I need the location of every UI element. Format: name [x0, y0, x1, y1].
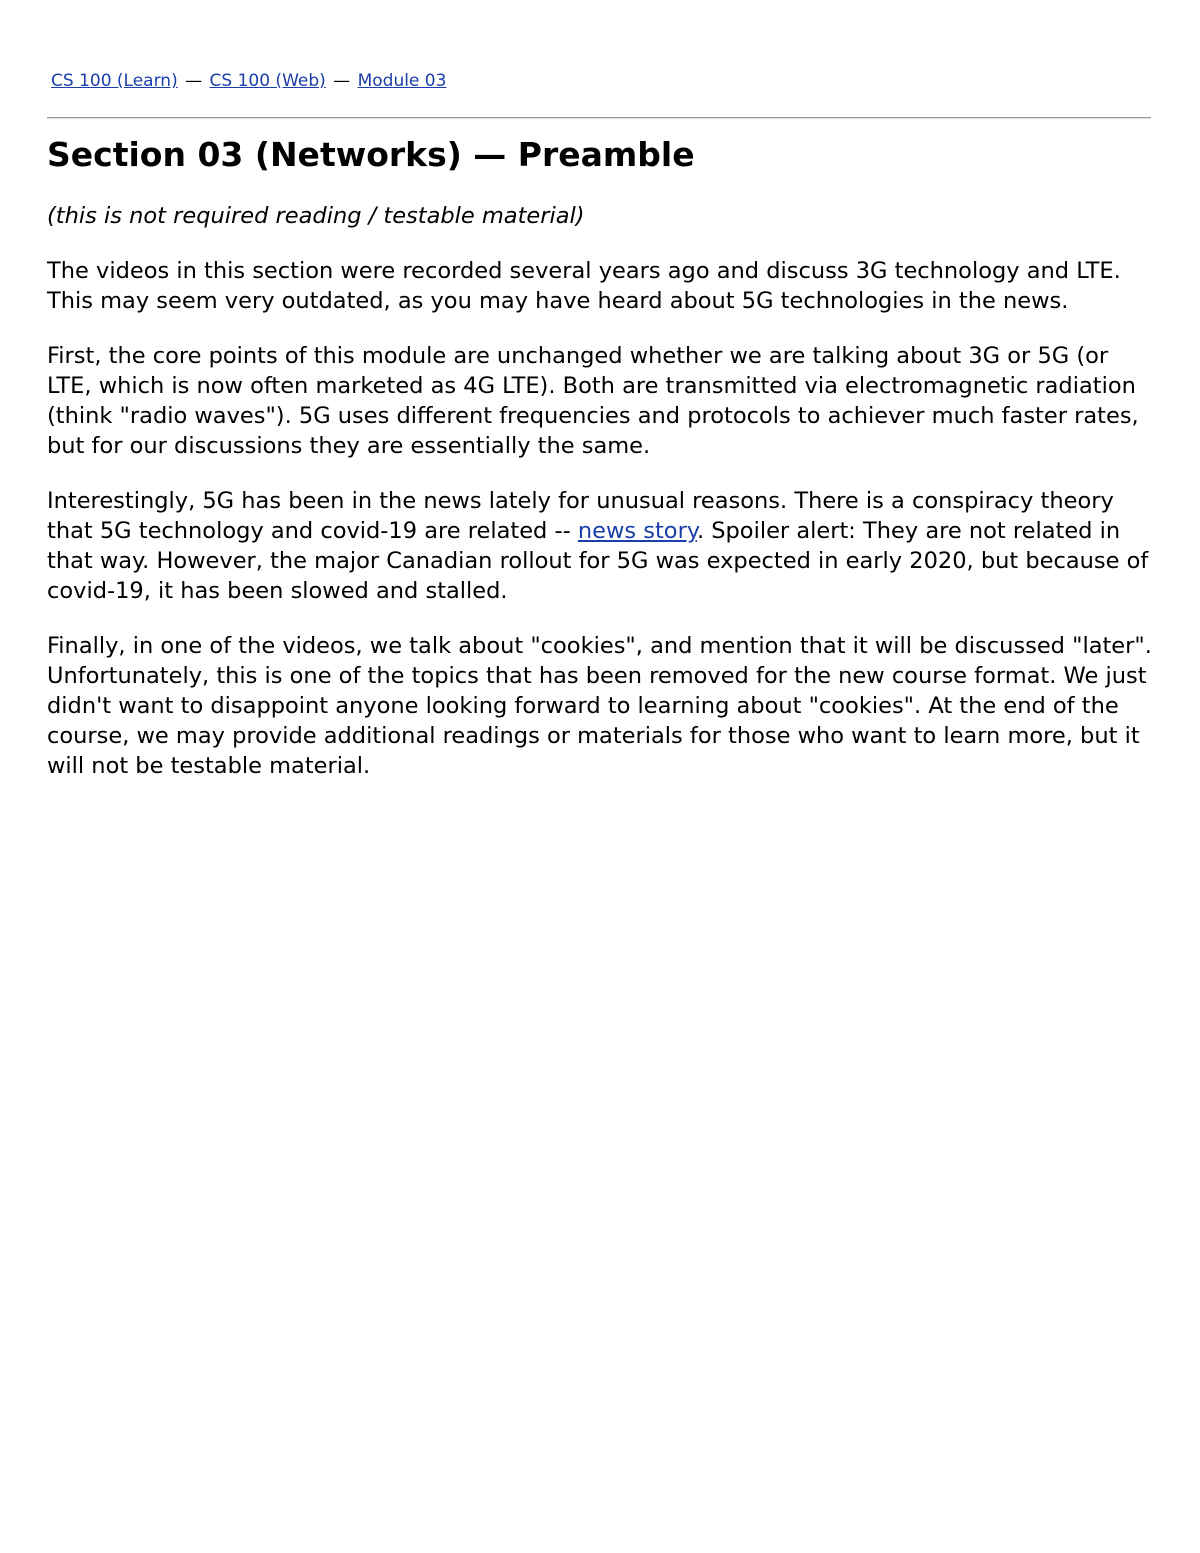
paragraph-5g-news-text-before: Interestingly, 5G has been in the news lately for unusual reasons. There is a conspiracy theory that 5G technology and covid-19 are related --	[47, 488, 1114, 544]
breadcrumb-link-cs100-web[interactable]: CS 100 (Web)	[209, 71, 326, 91]
breadcrumb	[51, 70, 446, 92]
paragraph-5g-news-text-after: . Spoiler alert: They are not related in that way. However, the major Canadian rollout for 5G was expected in early 2020, but because of covid-19, it has been slowed and stalled.	[47, 518, 1149, 604]
breadcrumb-link-module-03[interactable]: Module 03	[357, 71, 447, 91]
breadcrumb-separator: —	[185, 71, 203, 91]
reading-note: (this is not required reading / testable material)	[47, 203, 585, 229]
news-story-link[interactable]: news story	[577, 518, 697, 544]
breadcrumb-link-cs100-learn[interactable]: CS 100 (Learn)	[51, 71, 178, 91]
paragraph-core-points: First, the core points of this module are unchanged whether we are talking about 3G or 5G (or LTE, which is now often marketed as 4G LTE). Both are transmitted via electromagnetic radiation (think "radio waves"). 5G uses different frequencies and protocols to achiever much faster rates, but for our discussions they are essentially the same.	[47, 343, 1139, 459]
paragraph-intro: The videos in this section were recorded several years ago and discuss 3G technology and LTE. This may seem very outdated, as you may have heard about 5G technologies in the news.	[47, 258, 1121, 314]
page-title: Section 03 (Networks) — Preamble	[47, 135, 695, 174]
article-body	[47, 256, 1153, 806]
breadcrumb-separator: —	[333, 71, 351, 91]
paragraph-5g-news	[47, 486, 1153, 606]
paragraph-cookies: Finally, in one of the videos, we talk about "cookies", and mention that it will be discussed "later". Unfortunately, this is one of the topics that has been removed for the new course format. We just didn't want to disappoint anyone looking forward to learning about "cookies". At the end of the course, we may provide additional readings or materials for those who want to learn more, but it will not be testable material.	[47, 633, 1152, 779]
horizontal-divider	[47, 117, 1151, 119]
